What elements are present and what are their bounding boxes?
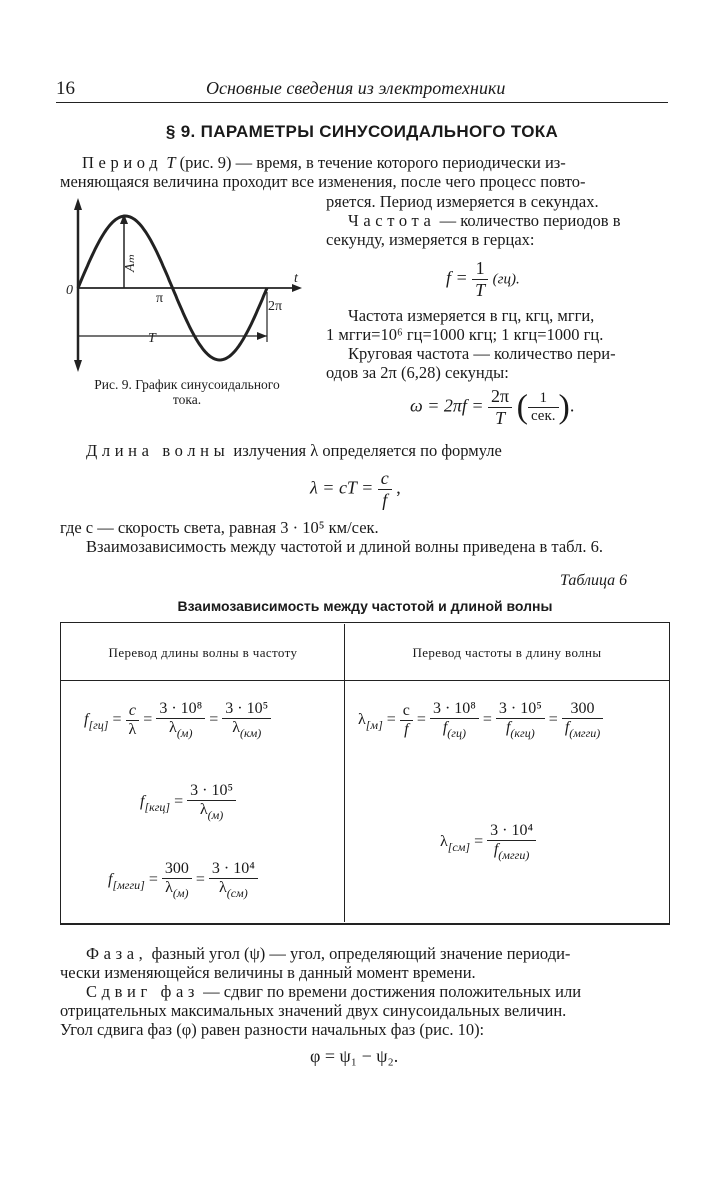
lhs-sub: [см] [447,840,471,855]
frequency-units-line-1: Частота измеряется в гц, кгц, мгги, [348,306,595,325]
denominator-sub: (м) [176,726,193,740]
pi-label: π [156,291,164,306]
lhs-sub: [мгги] [112,878,145,893]
omega-formula: ω = 2πf = $\frac{2\pi}{T}$ ( $\frac{1}{\text{сек.}}$ ). [410,386,575,428]
period-symbol: T [166,153,176,172]
denominator: λ [232,719,240,736]
two-pi-label: 2π [268,299,283,314]
relation-line: Взаимозависимость между частотой и длиной волны приведена в табл. 6. [86,537,604,556]
wavelength-term: Длина волны [86,441,230,460]
denominator-sub: (см) [226,886,248,900]
formula-lhs: f = [446,267,468,288]
lhs: λ [358,711,366,729]
denominator: λ [165,879,173,896]
denominator-sub: (мгги) [498,848,530,862]
frequency-line-2: секунду, измеряется в герцах: [326,230,535,249]
numerator: c [126,702,140,721]
denominator-sub: (кгц) [510,726,535,740]
phase-term: Фаза, [86,944,148,963]
shift-line-1 [86,982,581,1001]
formula-lhs: λ = cT = [310,477,374,498]
frequency-formula [446,258,520,301]
page-number: 16 [56,78,75,99]
where-line: где c — скорость света, равная 3 · 10⁵ км/сек. [60,518,379,537]
col2-formula-1: $\lambda_{[м]}$ = $\frac{c}{f}$ = $\frac{\text{3 · 10⁸}}{f_{(гц)}}$ = $\frac{\text{3 · 10⁵}}{f_{(кгц)}}$ = $\frac{300}{f_{(мгги)}}$ [358,700,603,741]
col1-formula-3: $f_{[мгги]}$ = $\frac{300}{\lambda_{(м)}}$ = $\frac{\text{3 · 10⁴}}{\lambda_{(см)}}$ [108,860,258,901]
period-text: (рис. 9) — время, в течение которого периодически из- [179,153,566,172]
phase-shift-formula: φ = ψ₁ − ψ₂. [310,1046,399,1066]
fraction [378,468,392,511]
lhs: f [108,871,113,889]
numerator: 3 · 10⁸ [156,700,205,719]
omega-fraction [488,386,512,429]
table-title: Взаимозависимость между частотой и длиной волны [177,598,553,614]
section-title: § 9. ПАРАМЕТРЫ СИНУСОИДАЛЬНОГО ТОКА [165,122,559,141]
wavelength-formula [310,468,401,511]
formula-unit: (гц). [492,271,520,288]
shift-term: Сдвиг фаз [86,982,200,1001]
denominator: λ [169,719,177,736]
origin-label: 0 [66,283,73,298]
denominator: f [493,841,499,858]
col1-formula-1: $f_{[гц]}$ = $\frac{c}{\lambda}$ = $\frac{\text{3 · 10⁸}}{\lambda_{(м)}}$ = $\frac{\text{3 · 10⁵}}{\lambda_{(км)}}$ [84,700,271,741]
numerator: 3 · 10⁵ [496,700,545,719]
phase-line-2: чески изменяющейся величины в данный момент времени. [60,963,476,982]
denominator-sub: (м) [172,886,189,900]
numerator: 300 [562,700,603,719]
col2-formula-2: $\lambda_{[см]}$ = $\frac{\text{3 · 10⁴}}{f_{(мгги)}}$ [440,822,536,863]
period-line-1 [82,153,566,172]
caption-line-1: Рис. 9. График синусоидального [94,377,280,392]
omega-unit-fraction [528,390,559,425]
period-label: T [148,331,156,346]
denominator: сек. [530,408,556,424]
frequency-units-line-2: 1 мгги=10⁶ гц=1000 кгц; 1 кгц=1000 гц. [326,325,604,344]
numerator: 3 · 10⁸ [430,700,479,719]
frequency-text: — количество периодов в [439,211,621,230]
table-label: Таблица 6 [560,572,628,589]
denominator: f [404,721,409,738]
col1-header: Перевод длины волны в частоту [108,645,298,660]
numerator: c [400,702,413,721]
t-axis-label: t [294,271,298,286]
denominator: f [564,719,570,736]
angular-line-1: Круговая частота — количество пери- [348,344,616,363]
denominator-sub: (мгги) [569,726,601,740]
numerator: 3 · 10⁵ [187,782,236,801]
running-header [56,78,668,103]
phase-line-1 [86,944,570,963]
denominator-sub: (гц) [447,726,466,740]
lhs-sub: [м] [365,718,383,733]
sine-graph [62,196,312,376]
frequency-line-1 [348,211,621,230]
shift-line-2: отрицательных максимальных значений двух синусоидальных величин. [60,1001,567,1020]
period-term: Период [82,153,163,172]
table-column-rule [344,624,345,922]
formula-tail: , [396,477,401,498]
denominator: f [505,719,511,736]
lhs: f [140,793,145,811]
lhs: f [84,711,89,729]
amplitude-label: Aₘ [123,254,138,272]
lhs-sub: [гц] [88,718,109,733]
omega-lhs: ω = 2πf = [410,395,484,416]
fraction [472,258,488,301]
numerator: 3 · 10⁴ [209,860,258,879]
wavelength-line-1 [86,441,502,460]
angular-line-2: одов за 2π (6,28) секунды: [326,363,509,382]
wavelength-text: излучения λ определяется по формуле [233,441,502,460]
numerator: 1 [528,390,559,408]
running-title: Основные сведения из электротехники [206,78,506,98]
denominator: f [442,719,448,736]
period-line-3: ряется. Период измеряется в секундах. [326,192,599,211]
shift-line-3: Угол сдвига фаз (φ) равен разности начальных фаз (рис. 10): [60,1020,485,1039]
caption-line-2: тока. [172,392,202,407]
denominator: λ [128,721,137,738]
denominator: T [475,280,486,300]
denominator: f [382,490,388,510]
numerator: 1 [472,258,488,280]
denominator: T [495,408,506,428]
denominator-sub: (м) [207,808,224,822]
numerator: 300 [162,860,192,879]
numerator: 2π [488,386,512,408]
lhs-sub: [кгц] [144,800,171,815]
table-header-rule [60,680,670,681]
denominator: λ [199,801,208,818]
denominator-sub: (км) [239,726,262,740]
frequency-term: Частота [348,211,436,230]
phase-text: фазный угол (ψ) — угол, определяющий значение периоди- [151,944,571,963]
denominator: λ [218,879,227,896]
col1-formula-2: $f_{[кгц]}$ = $\frac{\text{3 · 10⁵}}{\lambda_{(м)}}$ [140,782,236,823]
col2-header: Перевод частоты в длину волны [412,645,602,660]
numerator: 3 · 10⁵ [222,700,271,719]
shift-text: — сдвиг по времени достижения положительных или [203,982,582,1001]
numerator: 3 · 10⁴ [487,822,536,841]
lhs: λ [440,833,448,851]
period-line-2: меняющаяся величина проходит все изменения, после чего процесс повто- [60,172,586,191]
figure-caption [62,377,312,407]
numerator: c [378,468,392,490]
